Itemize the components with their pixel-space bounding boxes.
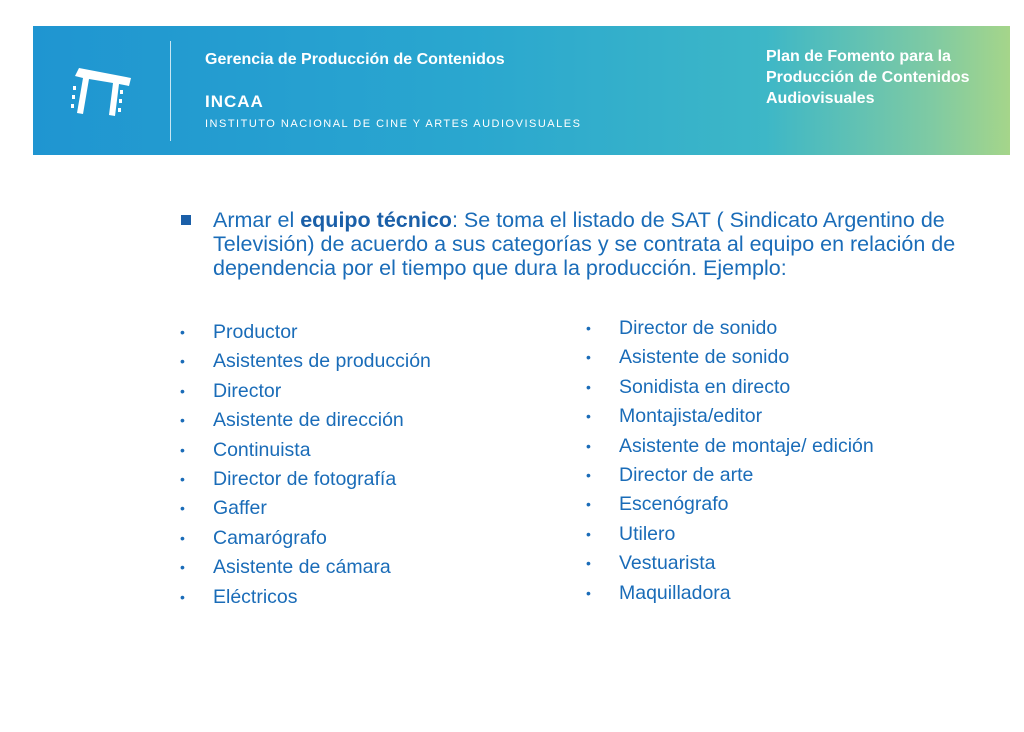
bullet-icon: • <box>586 349 591 366</box>
bullet-icon: • <box>180 382 185 399</box>
intro-paragraph <box>213 208 1013 280</box>
list-item <box>180 347 431 376</box>
list-item-label: Maquilladora <box>619 581 731 604</box>
list-item-label: Escenógrafo <box>619 493 729 516</box>
list-item-label: Director de fotografía <box>213 467 397 490</box>
bullet-icon: • <box>586 555 591 572</box>
list-item-label: Eléctricos <box>213 585 298 608</box>
list-item-label: Camarógrafo <box>213 526 327 549</box>
list-item <box>180 583 431 612</box>
list-item <box>586 520 874 549</box>
list-item <box>586 314 874 343</box>
list-item-label: Director de sonido <box>619 317 778 339</box>
plan-title <box>766 46 1006 109</box>
org-short-name: INCAA <box>205 92 264 111</box>
list-item <box>180 377 431 406</box>
list-item <box>586 490 874 519</box>
list-item-label: Sonidista en directo <box>619 375 791 398</box>
list-item <box>180 318 431 347</box>
list-item-label: Director <box>213 379 282 402</box>
bullet-icon: • <box>586 496 591 513</box>
bullet-icon: • <box>180 353 185 370</box>
org-full-name: INSTITUTO NACIONAL DE CINE Y ARTES AUDIOVISUALES <box>205 118 582 130</box>
square-bullet-icon <box>181 215 191 225</box>
header-banner <box>33 26 1010 155</box>
bullet-icon: • <box>586 584 591 601</box>
list-item <box>586 461 874 490</box>
list-item-label: Asistente de dirección <box>213 409 404 432</box>
bullet-icon: • <box>180 529 185 546</box>
gerencia-title: Gerencia de Producción de Contenidos <box>205 51 505 68</box>
list-item <box>586 432 874 461</box>
list-item <box>180 465 431 494</box>
list-item-label: Gaffer <box>213 497 267 520</box>
bullet-icon: • <box>586 525 591 542</box>
film-strip-icon <box>71 66 133 122</box>
bullet-icon: • <box>586 378 591 395</box>
list-item-label: Continuista <box>213 438 311 461</box>
list-item-label: Montajista/editor <box>619 405 763 428</box>
bullet-icon: • <box>180 412 185 429</box>
bullet-icon: • <box>586 408 591 425</box>
bullet-icon: • <box>180 500 185 517</box>
list-item <box>180 524 431 553</box>
bullet-icon: • <box>180 470 185 487</box>
list-item <box>180 436 431 465</box>
list-item-label: Vestuarista <box>619 552 716 575</box>
list-item <box>586 402 874 431</box>
bullet-icon: • <box>586 320 591 336</box>
list-item <box>180 494 431 523</box>
list-item-label: Productor <box>213 321 298 343</box>
list-item-label: Asistente de montaje/ edición <box>619 434 874 457</box>
bullet-icon: • <box>180 324 185 340</box>
bullet-icon: • <box>180 559 185 576</box>
left-crew-list <box>180 318 431 612</box>
bullet-icon: • <box>180 588 185 605</box>
plan-title-line: Plan de Fomento para la <box>766 48 951 65</box>
list-item-label: Asistente de cámara <box>213 556 391 579</box>
list-item <box>586 549 874 578</box>
intro-text-after: : Se toma el listado de SAT ( Sindicato Argentino de Televisión) de acuerdo a sus categorías y se contrata al equipo en relación de dependencia por el tiempo que dura la producción. Ejemplo: <box>213 208 956 280</box>
list-item <box>180 553 431 582</box>
intro-text-before: Armar el <box>213 208 301 232</box>
list-item-label: Asistentes de producción <box>213 350 431 373</box>
header-divider <box>170 41 171 141</box>
bullet-icon: • <box>586 466 591 483</box>
list-item <box>586 343 874 372</box>
bullet-icon: • <box>586 437 591 454</box>
bullet-icon: • <box>180 441 185 458</box>
list-item <box>586 579 874 608</box>
plan-title-line: Producción de Contenidos <box>766 69 970 86</box>
plan-title-line: Audiovisuales <box>766 90 875 107</box>
list-item-label: Director de arte <box>619 463 754 486</box>
list-item <box>586 373 874 402</box>
list-item <box>180 406 431 435</box>
list-item-label: Utilero <box>619 522 676 545</box>
list-item-label: Asistente de sonido <box>619 346 790 369</box>
right-crew-list <box>586 314 874 608</box>
intro-text-bold: equipo técnico <box>300 208 452 232</box>
